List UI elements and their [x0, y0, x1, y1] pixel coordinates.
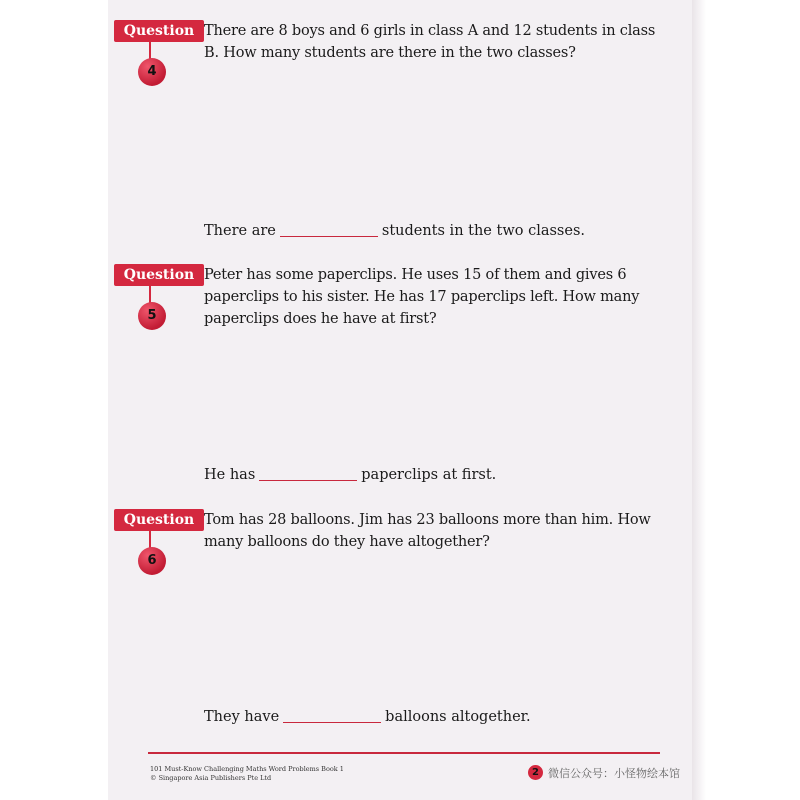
question-number-badge: 6	[138, 547, 166, 575]
question-text: Peter has some paperclips. He uses 15 of them and gives 6 paperclips to his sister. He has 17 paperclips left. How many paperclips does he have at first?	[204, 267, 640, 327]
answer-blank[interactable]	[280, 236, 378, 237]
footer-rule	[148, 752, 660, 754]
footer-copyright: © Singapore Asia Publishers Pte Ltd	[150, 774, 272, 782]
question-text: Tom has 28 balloons. Jim has 23 balloons more than him. How many balloons do they have altogether?	[204, 512, 651, 550]
question-tab: Question	[114, 509, 204, 531]
answer-prefix: He has	[204, 467, 256, 483]
answer-line	[204, 709, 531, 725]
answer-blank[interactable]	[259, 480, 357, 481]
answer-prefix: There are	[204, 223, 276, 239]
page-edge-shadow	[692, 0, 706, 800]
question-tab: Question	[114, 20, 204, 42]
answer-line	[204, 223, 585, 239]
question-number-badge: 4	[138, 58, 166, 86]
answer-line	[204, 467, 496, 483]
answer-suffix: balloons altogether.	[385, 709, 531, 725]
watermark-text: 微信公众号：小怪物绘本馆	[548, 767, 680, 780]
question-number-badge: 5	[138, 302, 166, 330]
question-tab: Question	[114, 264, 204, 286]
worksheet-page	[108, 0, 692, 800]
footer-book-title: 101 Must-Know Challenging Maths Word Problems Book 1	[150, 765, 344, 773]
answer-blank[interactable]	[283, 722, 381, 723]
question-text: There are 8 boys and 6 girls in class A and 12 students in class B. How many students are there in the two classes?	[204, 23, 656, 61]
answer-suffix: students in the two classes.	[381, 223, 585, 239]
answer-suffix: paperclips at first.	[361, 467, 497, 483]
page-number-badge: 2	[528, 765, 543, 780]
answer-prefix: They have	[204, 709, 280, 725]
